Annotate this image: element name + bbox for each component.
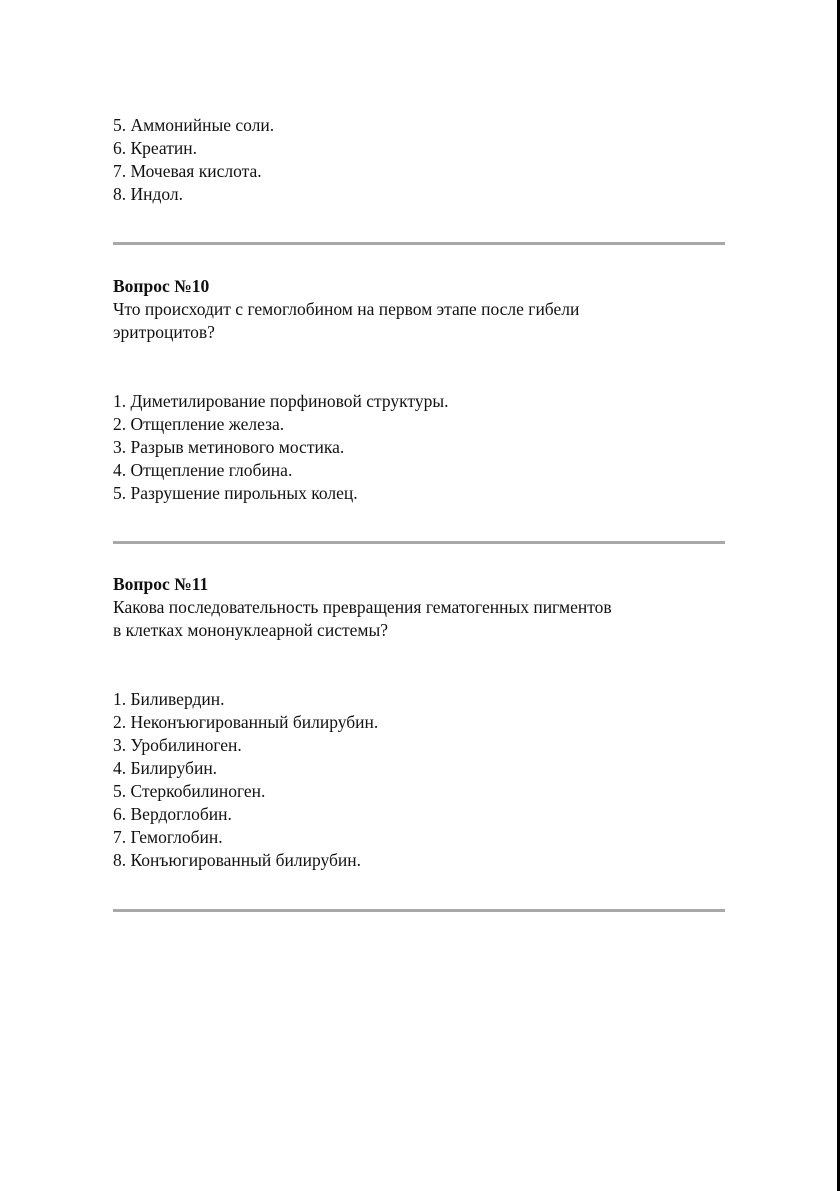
question-text-line: в клетках мононуклеарной системы?	[113, 620, 388, 640]
answer-item: 2. Отщепление железа.	[113, 414, 285, 434]
answer-item: 8. Конъюгированный билирубин.	[113, 850, 362, 870]
question-text-line: Какова последовательность превращения гематогенных пигментов	[113, 597, 612, 617]
divider	[113, 909, 725, 912]
answer-item: 8. Индол.	[113, 184, 184, 204]
divider	[113, 242, 725, 245]
divider	[113, 541, 725, 544]
question-text-line: эритроцитов?	[113, 322, 215, 342]
question-11-answers	[113, 688, 725, 872]
answer-item: 3. Уробилиноген.	[113, 735, 242, 755]
answer-item: 5. Разрушение пирольных колец.	[113, 483, 358, 503]
question-text-line: Что происходит с гемоглобином на первом этапе после гибели	[113, 299, 580, 319]
answer-item: 3. Разрыв метинового мостика.	[113, 437, 345, 457]
answer-item: 7. Мочевая кислота.	[113, 161, 262, 181]
question-10-answers	[113, 390, 725, 505]
question-11	[113, 573, 725, 642]
prev-question-answers	[113, 114, 725, 206]
answer-item: 5. Стеркобилиноген.	[113, 781, 266, 801]
answer-item: 1. Биливердин.	[113, 689, 225, 709]
answer-item: 4. Отщепление глобина.	[113, 460, 293, 480]
answer-item: 1. Диметилирование порфиновой структуры.	[113, 391, 449, 411]
answer-item: 4. Билирубин.	[113, 758, 218, 778]
answer-item: 6. Вердоглобин.	[113, 804, 232, 824]
question-heading: Вопрос №10	[113, 276, 210, 296]
answer-item: 2. Неконъюгированный билирубин.	[113, 712, 379, 732]
question-10	[113, 275, 725, 344]
question-heading: Вопрос №11	[113, 574, 209, 594]
answer-item: 6. Креатин.	[113, 138, 197, 158]
answer-item: 7. Гемоглобин.	[113, 827, 223, 847]
answer-item: 5. Аммонийные соли.	[113, 115, 275, 135]
